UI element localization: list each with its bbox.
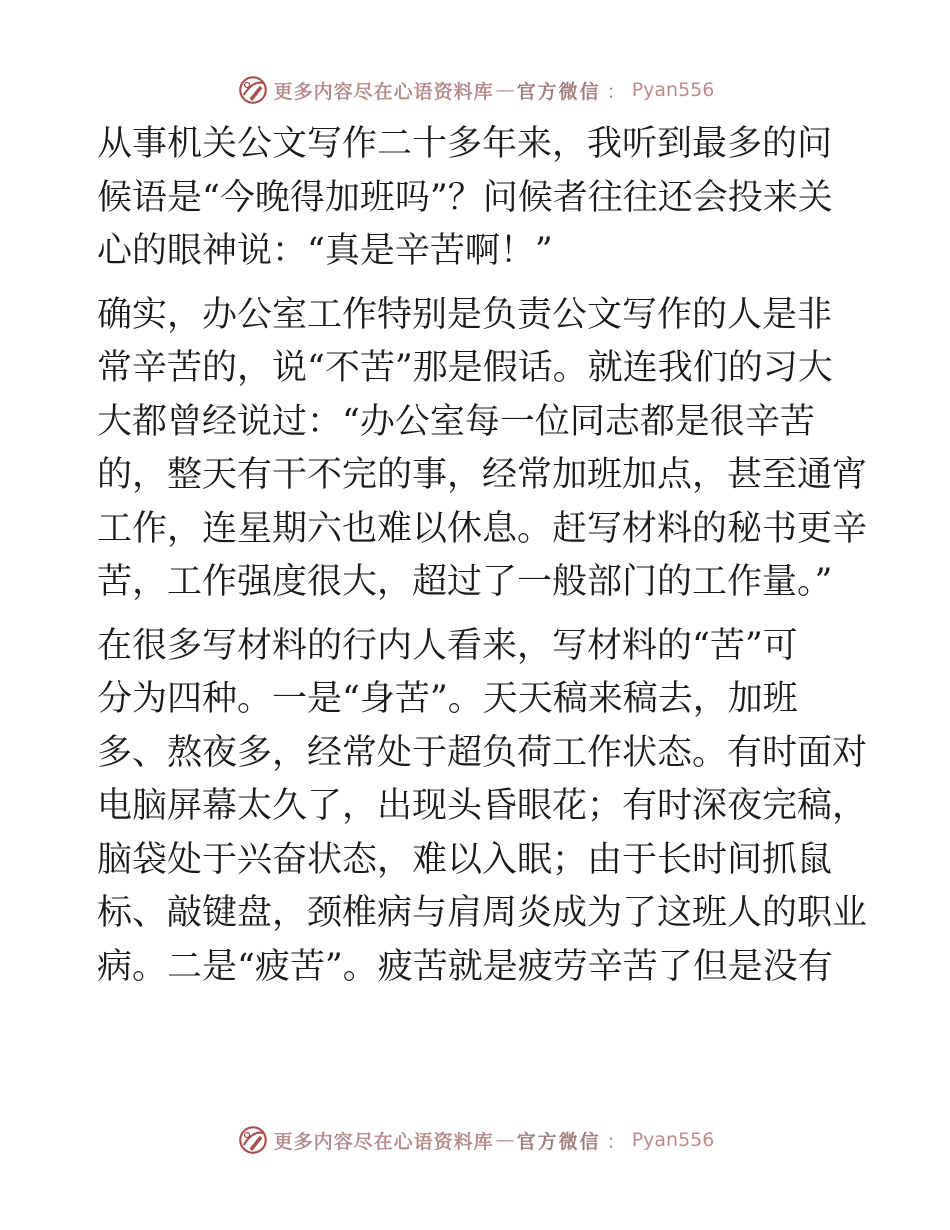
banner-separator: ：: [606, 80, 626, 103]
text-line: 大都曾经说过：“办公室每一位同志都是很辛苦: [97, 401, 815, 442]
logo-icon: [236, 73, 270, 107]
paragraph-3: [97, 620, 868, 995]
text-line: 苦，工作强度很大，超过了一般部门的工作量。”: [97, 562, 833, 602]
banner-wechat-label: 官方微信: [516, 80, 601, 103]
text-line: 的，整天有干不完的事，经常加班加点，甚至通宵: [97, 455, 868, 495]
text-line: 多、熬夜多，经常处于超负荷工作状态。有时面对: [97, 732, 868, 773]
banner-dash: —: [495, 79, 515, 101]
banner-wechat-id: Pyan556: [631, 1129, 715, 1151]
banner-title: 更多内容尽在心语资料库: [273, 1130, 494, 1153]
text-line: 从事机关公文写作二十多年来，我听到最多的问: [97, 124, 833, 164]
banner-separator: ：: [606, 1130, 626, 1153]
paragraph-1: [97, 118, 857, 279]
text-line: 电脑屏幕太久了，出现头昏眼花；有时深夜完稿，: [97, 786, 868, 826]
banner-dash: —: [495, 1129, 515, 1151]
banner-wechat-label: 官方微信: [516, 1130, 601, 1153]
banner-title: 更多内容尽在心语资料库: [273, 80, 494, 103]
text-line: 工作，连星期六也难以休息。赶写材料的秘书更辛: [97, 508, 868, 549]
text-line: 标、敲键盘，颈椎病与肩周炎成为了这班人的职业: [97, 893, 868, 933]
text-line: 心的眼神说：“真是辛苦啊！”: [97, 231, 553, 271]
paragraph-2: [97, 289, 868, 610]
footer-watermark-banner: [0, 1122, 950, 1158]
text-line: 脑袋处于兴奋状态，难以入眠；由于长时间抓鼠: [97, 839, 833, 880]
banner-wechat-id: Pyan556: [631, 79, 715, 101]
text-line: 常辛苦的，说“不苦”那是假话。就连我们的习大: [97, 348, 833, 388]
text-line: 在很多写材料的行内人看来，写材料的“苦”可: [97, 625, 798, 666]
text-line: 候语是“今晚得加班吗”？问候者往往还会投来关: [97, 177, 833, 218]
logo-icon: [236, 1123, 270, 1157]
document-body: [97, 118, 868, 1004]
text-line: 确实，办公室工作特别是负责公文写作的人是非: [97, 294, 833, 335]
text-line: 分为四种。一是“身苦”。天天稿来稿去，加班: [97, 679, 798, 719]
header-watermark-banner: [0, 72, 950, 108]
text-line: 病。二是“疲苦”。疲苦就是疲劳辛苦了但是没有: [97, 946, 833, 987]
